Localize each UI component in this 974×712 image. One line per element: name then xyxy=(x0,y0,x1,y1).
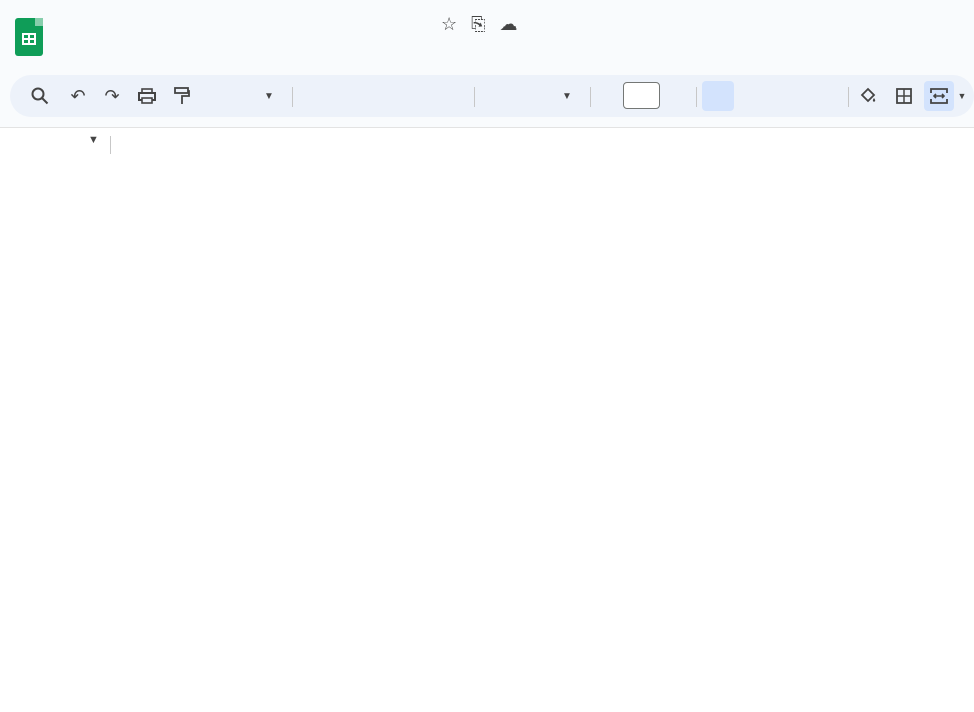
more-formats-button[interactable] xyxy=(438,75,462,117)
formula-bar xyxy=(0,127,974,159)
font-dropdown-icon[interactable]: ▼ xyxy=(562,90,572,102)
star-icon[interactable]: ☆ xyxy=(441,14,458,34)
strikethrough-button[interactable] xyxy=(774,75,798,117)
cloud-status-icon[interactable]: ☁ xyxy=(499,14,518,34)
font-size-input[interactable] xyxy=(623,82,660,109)
decrease-decimal-button[interactable] xyxy=(366,75,390,117)
merge-cells-icon[interactable] xyxy=(924,81,954,111)
increase-decimal-button[interactable] xyxy=(400,75,428,117)
undo-icon[interactable]: ↶ xyxy=(70,85,86,106)
bold-button[interactable] xyxy=(702,81,734,111)
search-icon[interactable] xyxy=(28,75,52,117)
zoom-dropdown-icon[interactable]: ▼ xyxy=(264,90,274,102)
sheets-logo-icon[interactable] xyxy=(15,18,43,56)
redo-icon[interactable]: ↷ xyxy=(104,85,120,106)
fill-color-icon[interactable] xyxy=(856,75,880,117)
text-color-button[interactable] xyxy=(810,75,834,117)
font-select[interactable] xyxy=(486,75,538,117)
borders-icon[interactable] xyxy=(892,75,916,117)
merge-dropdown-icon[interactable]: ▼ xyxy=(957,91,967,101)
print-icon[interactable] xyxy=(135,75,159,117)
spreadsheet-grid[interactable] xyxy=(0,159,974,712)
name-box-dropdown-icon[interactable]: ▼ xyxy=(88,134,99,146)
decrease-font-size-button[interactable] xyxy=(598,75,614,117)
italic-button[interactable] xyxy=(740,75,764,117)
title-bar xyxy=(0,0,974,72)
increase-font-size-button[interactable] xyxy=(668,75,686,117)
zoom-select[interactable] xyxy=(206,75,244,117)
toolbar xyxy=(10,75,974,117)
percent-format-button[interactable] xyxy=(335,75,355,117)
currency-format-button[interactable] xyxy=(300,75,322,117)
paint-format-icon[interactable] xyxy=(170,75,194,117)
move-folder-icon[interactable]: ⎘ xyxy=(471,14,486,34)
